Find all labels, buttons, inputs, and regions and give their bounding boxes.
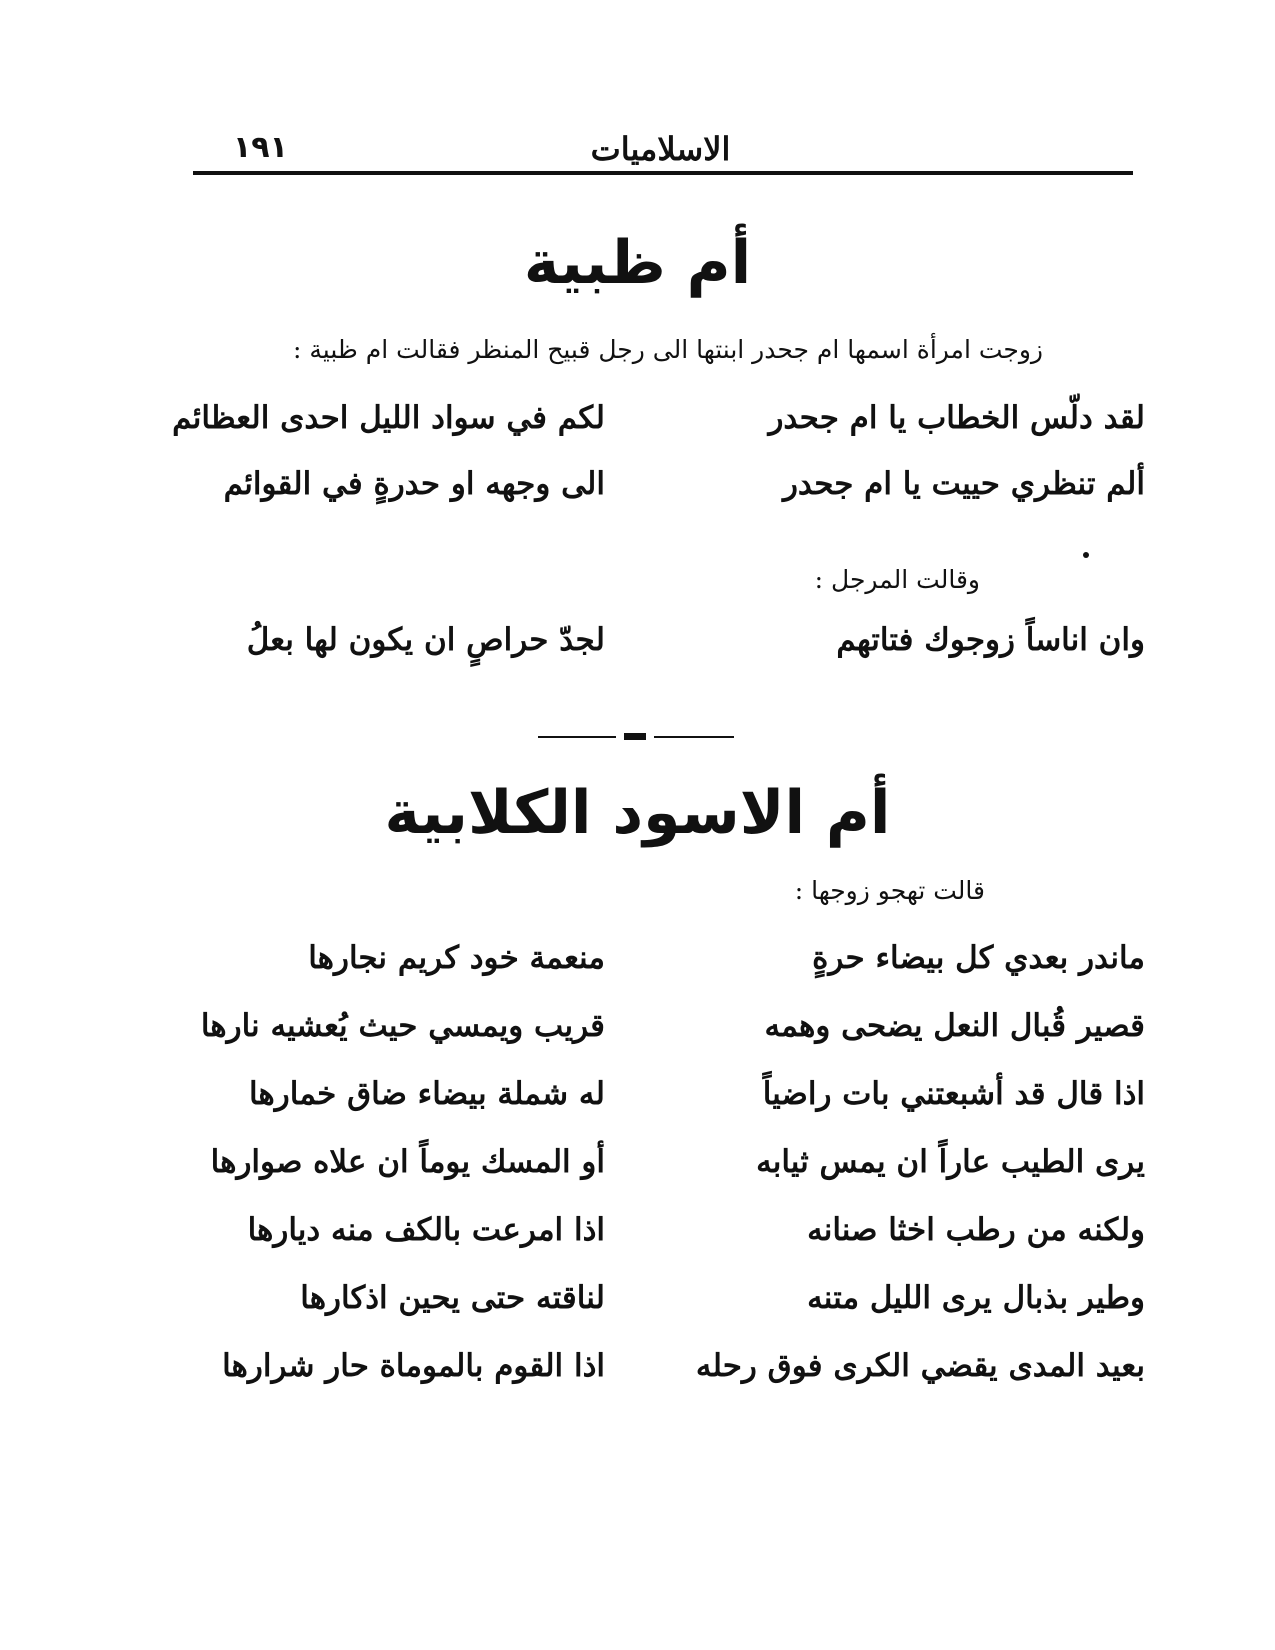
poem-verse [170,940,1145,990]
verse-first-hemistich: ولكنه من رطب اخثا صنانه [807,1212,1145,1248]
section-divider-left [538,736,616,738]
verse-first-hemistich: وطير بذبال يرى الليل متنه [807,1280,1145,1316]
page-number: ١٩١ [233,130,288,165]
verse-first-hemistich: لقد دلّس الخطاب يا ام جحدر [768,400,1145,436]
verse-second-hemistich: لناقته حتى يحين اذكارها [300,1280,605,1316]
poem-verse [170,1144,1145,1194]
verse-second-hemistich: اذا القوم بالموماة حار شرارها [222,1348,605,1384]
verse-first-hemistich: وان اناساً زوجوك فتاتهم [836,622,1145,658]
running-header [193,122,1128,172]
verse-second-hemistich: لجدّ حراصٍ ان يكون لها بعلُ [246,622,605,658]
poem-verse [170,1348,1145,1398]
verse-second-hemistich: أو المسك يوماً ان علاه صوارها [210,1144,605,1180]
verse-second-hemistich: منعمة خود كريم نجارها [308,940,605,976]
poem-verse [170,1076,1145,1126]
section-divider-right [654,736,734,738]
verse-second-hemistich: الى وجهه او حدرةٍ في القوائم [223,466,605,502]
verse-second-hemistich: له شملة بيضاء ضاق خمارها [248,1076,605,1112]
poem-verse [170,466,1145,516]
verse-first-hemistich: اذا قال قد أشبعتني بات راضياً [762,1076,1145,1112]
verse-first-hemistich: يرى الطيب عاراً ان يمس ثيابه [756,1144,1145,1180]
poem-verse [170,622,1145,672]
poem-verse [170,1008,1145,1058]
verse-second-hemistich: لكم في سواد الليل احدى العظائم [172,400,605,436]
section2-intro: قالت تهجو زوجها : [794,876,985,905]
section-title-umm-zabya: أم ظبية [523,228,752,298]
verse-second-hemistich: اذا امرعت بالكف منه ديارها [247,1212,605,1248]
section1-reply-intro: وقالت المرجل : [814,565,980,594]
section1-intro: زوجت امرأة اسمها ام جحدر ابنتها الى رجل قبيح المنظر فقالت ام ظبية : [293,335,1043,364]
poem-verse [170,1280,1145,1330]
ink-dot [1083,552,1089,558]
verse-first-hemistich: ألم تنظري حييت يا ام جحدر [782,466,1145,502]
poem-verse [170,400,1145,450]
header-rule [193,171,1133,175]
section-title-umm-al-aswad: أم الاسود الكلابية [384,778,891,848]
verse-first-hemistich: ماندر بعدي كل بيضاء حرةٍ [812,940,1145,976]
running-title: الاسلاميات [590,130,731,168]
verse-first-hemistich: قصير قُبال النعل يضحى وهمه [764,1008,1145,1044]
verse-first-hemistich: بعيد المدى يقضي الكرى فوق رحله [695,1348,1145,1384]
section-divider-mark [624,733,646,740]
verse-second-hemistich: قريب ويمسي حيث يُعشيه نارها [200,1008,605,1044]
poem-verse [170,1212,1145,1262]
